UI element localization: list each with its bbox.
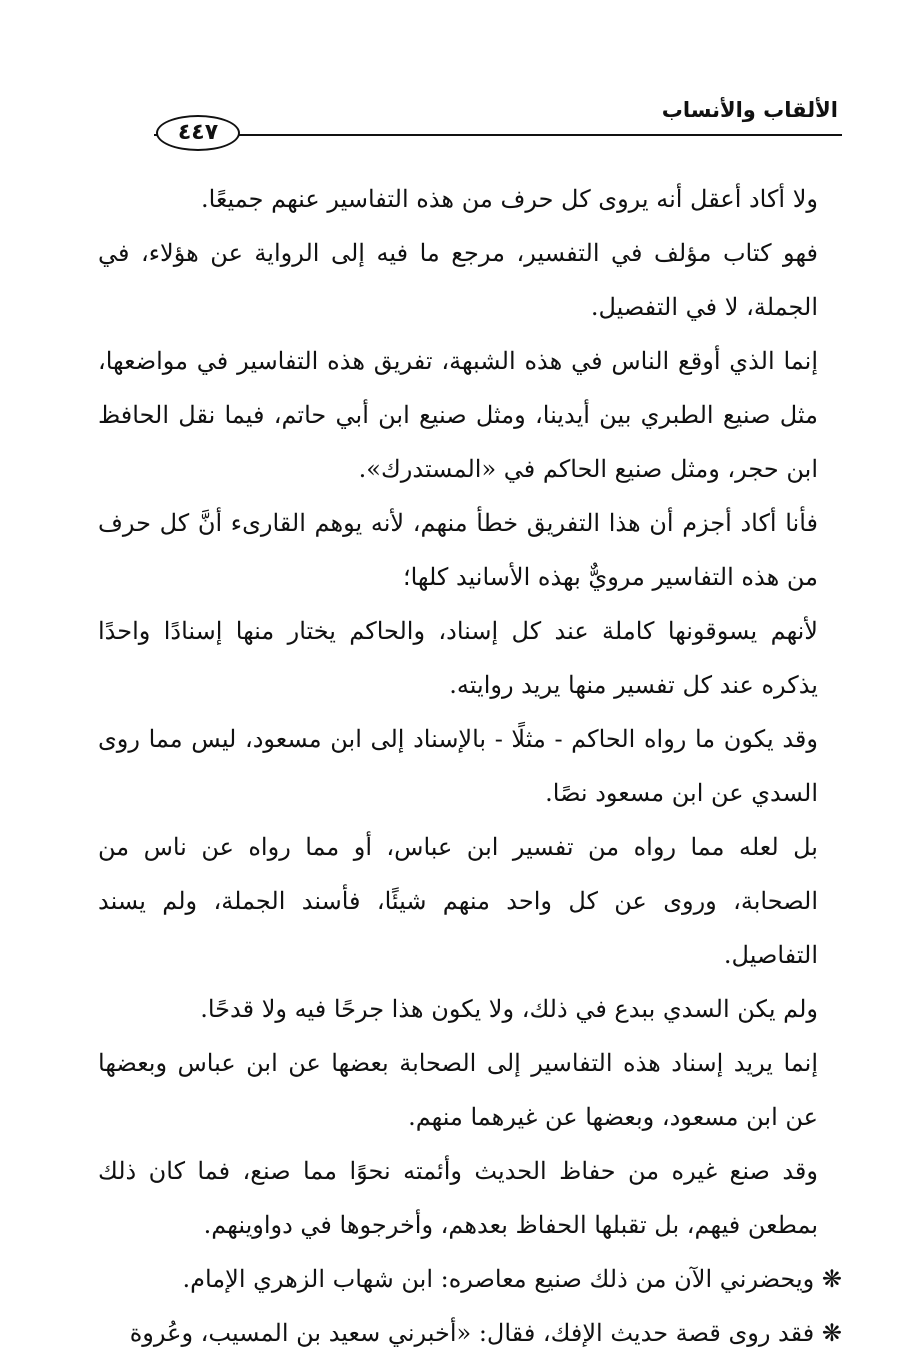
header-rule: [154, 134, 842, 136]
paragraph: فأنا أكاد أجزم أن هذا التفريق خطأ منهم، لأنه يوهم القارىء أنَّ كل حرف من هذه التفاسير مرويٌّ بهذه الأسانيد كلها؛: [98, 509, 818, 591]
running-title: الألقاب والأنساب: [661, 98, 838, 122]
paragraph: وقد يكون ما رواه الحاكم - مثلًا - بالإسناد إلى ابن مسعود، ليس مما روى السدي عن ابن مسعود نصًا.: [98, 725, 818, 807]
bullet-paragraph: ❋ ويحضرني الآن من ذلك صنيع معاصره: ابن شهاب الزهري الإمام.: [182, 1265, 842, 1293]
paragraph: بل لعله مما رواه من تفسير ابن عباس، أو مما رواه عن ناس من الصحابة، وروى عن كل واحد منهم شيئًا، فأسند الجملة، ولم يسند التفاصيل.: [98, 833, 818, 969]
paragraph: وقد صنع غيره من حفاظ الحديث وأئمته نحوًا مما صنع، فما كان ذلك بمطعن فيهم، بل تقبلها الحفاظ بعدهم، وأخرجوها في دواوينهم.: [98, 1157, 818, 1239]
paragraph: ولم يكن السدي ببدع في ذلك، ولا يكون هذا جرحًا فيه ولا قدحًا.: [200, 995, 818, 1023]
paragraph: إنما يريد إسناد هذه التفاسير إلى الصحابة بعضها عن ابن عباس وبعضها عن ابن مسعود، وبعضها عن غيرهما منهم.: [98, 1049, 818, 1131]
paragraph: ولا أكاد أعقل أنه يروى كل حرف من هذه التفاسير عنهم جميعًا.: [201, 185, 818, 213]
paragraph: فهو كتاب مؤلف في التفسير، مرجع ما فيه إلى الرواية عن هؤلاء، في الجملة، لا في التفصيل.: [98, 239, 818, 321]
paragraph: لأنهم يسوقونها كاملة عند كل إسناد، والحاكم يختار منها إسنادًا واحدًا يذكره عند كل تفسير منها يريد روايته.: [98, 617, 818, 699]
page-header: [98, 92, 842, 162]
page-number: ٤٤٧: [156, 115, 240, 151]
bullet-paragraph: ❋ فقد روى قصة حديث الإفك، فقال: «أخبرني سعيد بن المسيب، وعُروة: [129, 1319, 842, 1347]
body-text: [98, 172, 842, 1360]
paragraph: إنما الذي أوقع الناس في هذه الشبهة، تفريق هذه التفاسير في مواضعها، مثل صنيع الطبري بين أيدينا، ومثل صنيع ابن أبي حاتم، فيما نقل الحافظ ابن حجر، ومثل صنيع الحاكم في «المستدرك».: [98, 347, 818, 483]
